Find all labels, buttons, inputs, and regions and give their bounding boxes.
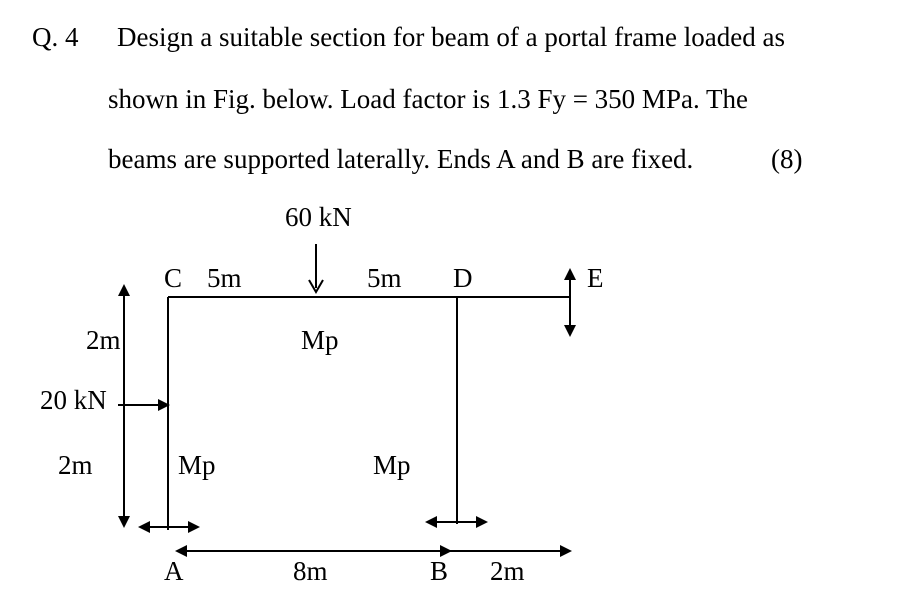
node-label-d: D [453, 263, 473, 293]
node-label-b: B [430, 556, 449, 586]
mp-label-right-column: Mp [373, 450, 411, 480]
node-label-a: A [164, 556, 184, 586]
question-marks: (8) [771, 144, 803, 174]
load-label-20kn: 20 kN [40, 385, 107, 415]
next-line-cut-off [0, 594, 909, 601]
point-load-arrow-60kn [309, 244, 323, 292]
mp-label-left-column: Mp [178, 450, 216, 480]
mp-label-beam: Mp [301, 325, 339, 355]
node-label-e: E [587, 263, 604, 293]
span-label-ab: 8m [293, 556, 328, 586]
span-label-cd-left: 5m [207, 263, 242, 293]
lateral-load-arrow-20kn [118, 399, 170, 411]
question-text-line-2: shown in Fig. below. Load factor is 1.3 Fy = 350 MPa. The [108, 84, 748, 114]
height-label-upper: 2m [86, 325, 121, 355]
span-label-cd-right: 5m [367, 263, 402, 293]
load-label-60kn: 60 kN [285, 202, 352, 232]
span-label-be: 2m [490, 556, 525, 586]
question-text-line-1: Design a suitable section for beam of a portal frame loaded as [117, 22, 785, 52]
support-e-double-arrow [564, 268, 576, 337]
node-label-c: C [164, 263, 183, 293]
question-number: Q. 4 [32, 22, 79, 52]
question-text-line-3: beams are supported laterally. Ends A and B are fixed. [108, 144, 694, 174]
height-label-lower: 2m [58, 450, 93, 480]
